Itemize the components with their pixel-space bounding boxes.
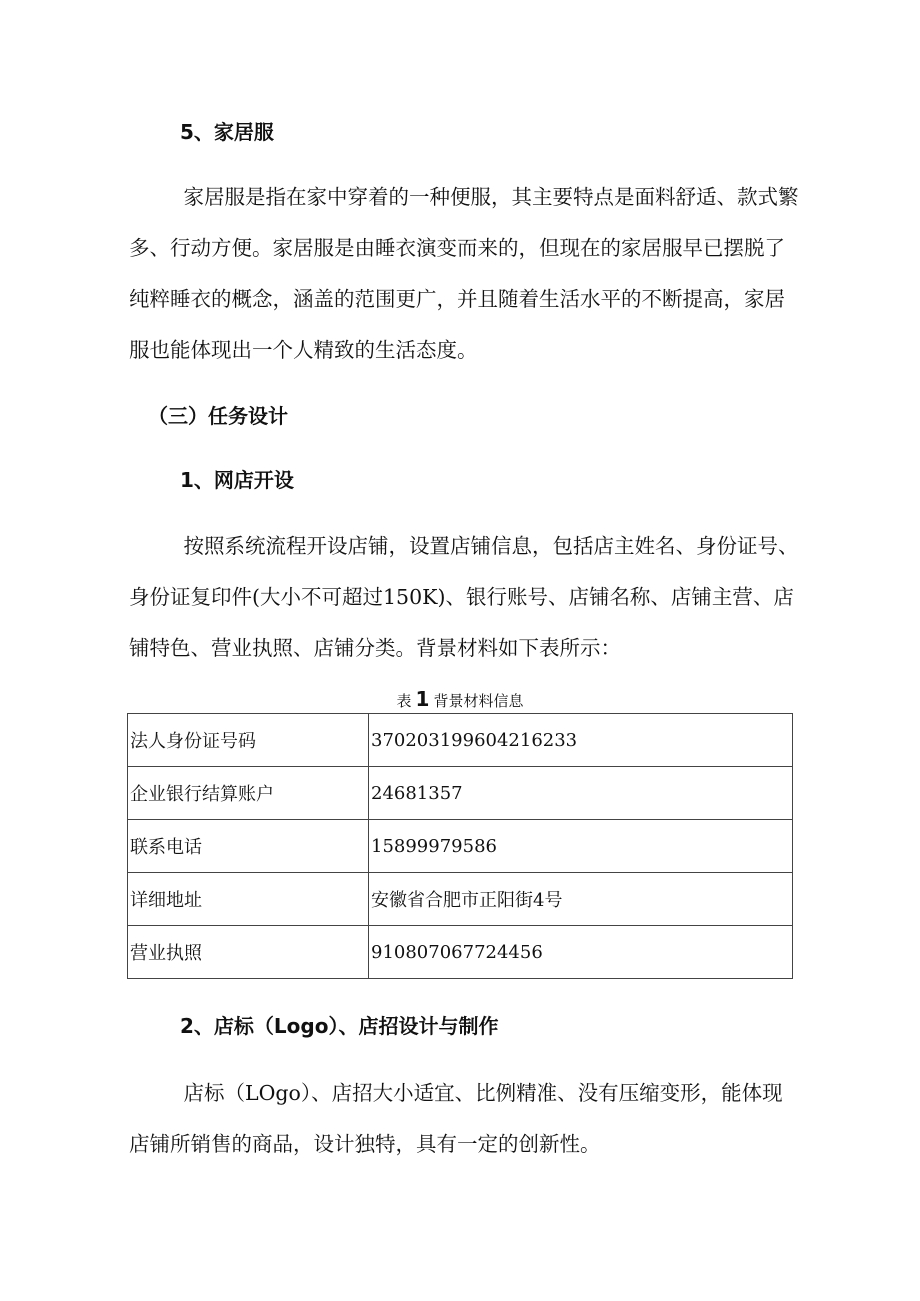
table-cell-value: 910807067724456 — [369, 926, 793, 979]
table-cell-value: 15899979586 — [369, 820, 793, 873]
table-cell-value: 安徽省合肥市正阳街4号 — [369, 873, 793, 926]
table-caption-title: 背景材料信息 — [433, 692, 524, 710]
paragraph-logo-design: 店标（LOgo）、店招大小适宜、比例精准、没有压缩变形，能体现店铺所销售的商品，设计独特，具有一定的创新性。 — [129, 1081, 783, 1156]
paragraph-home-wear: 家居服是指在家中穿着的一种便服，其主要特点是面料舒适、款式繁多、行动方便。家居服是由睡衣演变而来的，但现在的家居服早已摆脱了纯粹睡衣的概念，涵盖的范围更广，并且随着生活水平的不断提高，家居服也能体现出一个人精致的生活态度。 — [129, 185, 799, 362]
background-info-table — [127, 713, 793, 979]
table-row — [128, 767, 793, 820]
heading-shop-setup: 1、网店开设 — [180, 468, 294, 492]
table-cell-label: 详细地址 — [128, 873, 369, 926]
table-cell-value: 370203199604216233 — [369, 714, 793, 767]
table-cell-label: 企业银行结算账户 — [128, 767, 369, 820]
table-row — [128, 873, 793, 926]
table-cell-label: 营业执照 — [128, 926, 369, 979]
table-caption-number: 1 — [415, 687, 430, 711]
heading-home-wear: 5、家居服 — [180, 120, 274, 144]
table-row — [128, 926, 793, 979]
table-row — [128, 820, 793, 873]
heading-task-design: （三）任务设计 — [148, 404, 288, 428]
table-row — [128, 714, 793, 767]
table-cell-label: 联系电话 — [128, 820, 369, 873]
table-cell-value: 24681357 — [369, 767, 793, 820]
paragraph-shop-setup: 按照系统流程开设店铺，设置店铺信息，包括店主姓名、身份证号、身份证复印件(大小不可超过150K)、银行账号、店铺名称、店铺主营、店铺特色、营业执照、店铺分类。背景材料如下表所示： — [129, 534, 799, 660]
heading-logo-design: 2、店标（Logo）、店招设计与制作 — [180, 1014, 499, 1038]
table-caption — [0, 687, 920, 713]
table-cell-label: 法人身份证号码 — [128, 714, 369, 767]
table-caption-prefix: 表 — [396, 692, 412, 710]
